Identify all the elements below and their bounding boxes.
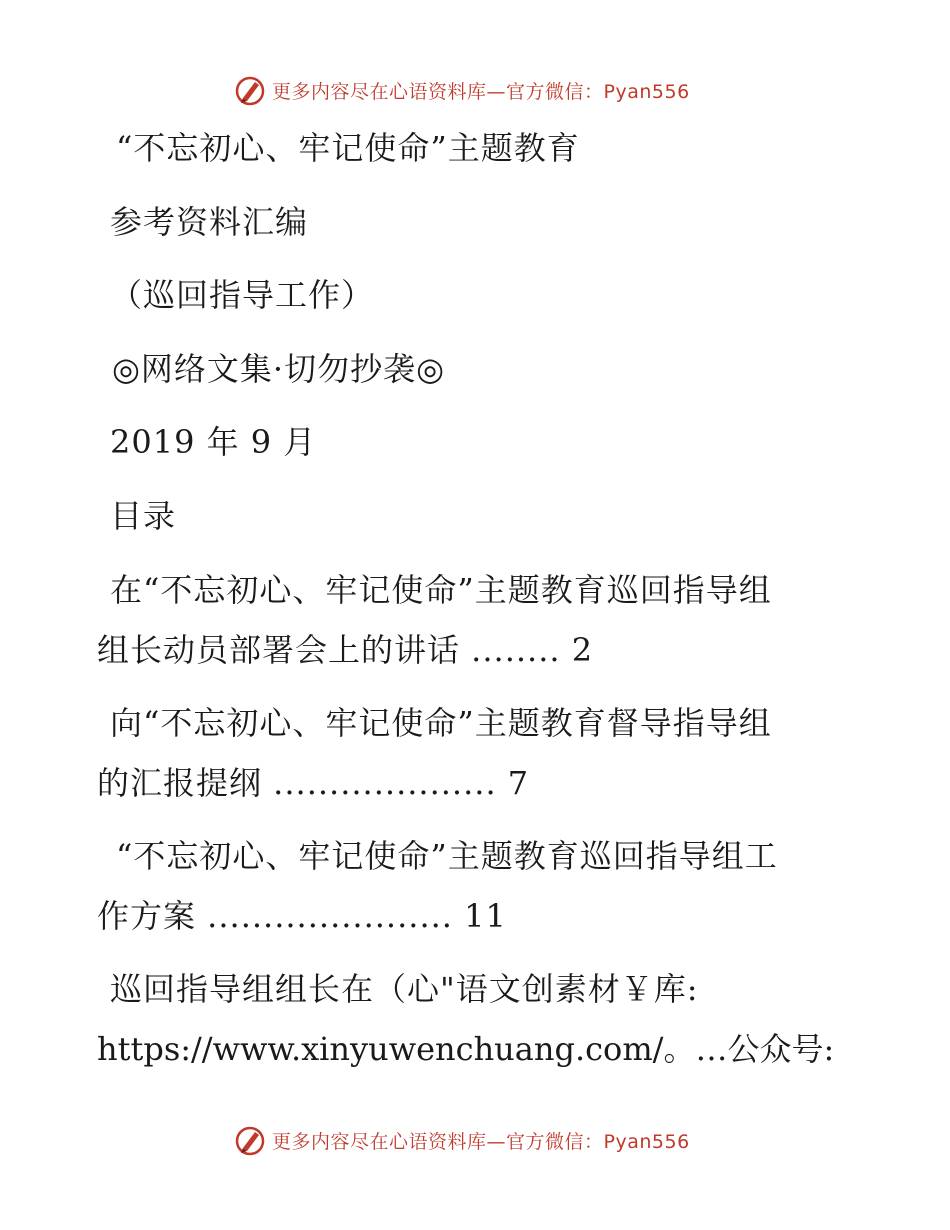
document-date: 2019 年 9 月: [110, 423, 317, 461]
toc-entry-3-line-1: “不忘初心、牢记使命”主题教育巡回指导组工: [116, 837, 778, 875]
footer-watermark: [234, 1122, 690, 1158]
watermark-text: 更多内容尽在心语资料库—官方微信：Pyan556: [272, 1130, 690, 1153]
document-subtitle: 参考资料汇编: [110, 203, 309, 241]
copyright-notice: ◎网络文集·切勿抄袭◎: [112, 350, 446, 388]
pen-logo-icon: [234, 74, 266, 106]
toc-entry-1-line-2: 组长动员部署会上的讲话 ........ 2: [97, 631, 594, 669]
toc-entry-4-line-2: https://www.xinyuwenchuang.com/。…公众号:: [97, 1030, 835, 1068]
toc-heading: 目录: [110, 497, 177, 535]
toc-entry-2-line-2: 的汇报提纲 .................... 7: [97, 764, 530, 802]
pen-logo-icon: [234, 1124, 266, 1156]
document-title: “不忘初心、牢记使命”主题教育: [116, 129, 580, 167]
toc-entry-2-line-1: 向“不忘初心、牢记使命”主题教育督导指导组: [110, 704, 772, 742]
toc-entry-3-line-2: 作方案 ...................... 11: [97, 897, 507, 935]
document-scope: （巡回指导工作）: [110, 276, 375, 314]
toc-entry-4-line-1: 巡回指导组组长在（心"语文创素材￥库:: [110, 970, 699, 1008]
toc-entry-1-line-1: 在“不忘初心、牢记使命”主题教育巡回指导组: [110, 571, 772, 609]
header-watermark: [234, 72, 690, 108]
watermark-text: 更多内容尽在心语资料库—官方微信：Pyan556: [272, 80, 690, 103]
